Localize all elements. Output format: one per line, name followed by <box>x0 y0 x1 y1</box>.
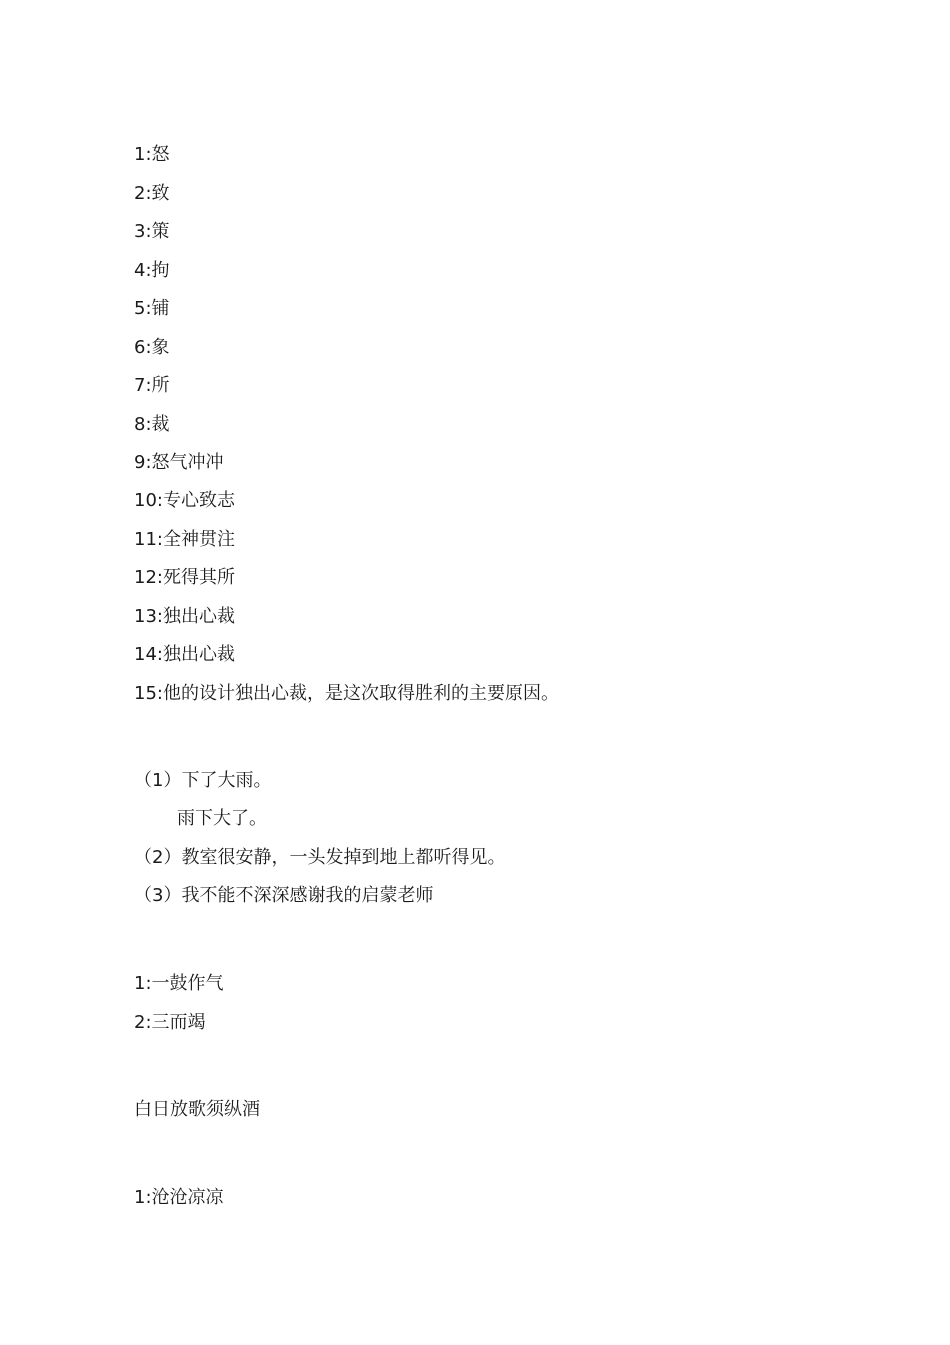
answer-5: 5:铺 <box>134 298 170 319</box>
sentence-1a: （1）下了大雨。 <box>134 770 272 791</box>
word-1: 1:沧沧凉凉 <box>134 1187 224 1208</box>
sentence-1b: 雨下大了。 <box>177 808 267 829</box>
answer-14: 14:独出心裁 <box>134 644 235 665</box>
answer-11: 11:全神贯注 <box>134 529 235 550</box>
answer-2: 2:致 <box>134 183 170 204</box>
answer-13: 13:独出心裁 <box>134 606 235 627</box>
answer-3: 3:策 <box>134 221 170 242</box>
answer-6: 6:象 <box>134 337 170 358</box>
poem-line: 白日放歌须纵酒 <box>134 1099 260 1120</box>
answer-1: 1:怒 <box>134 144 170 165</box>
idiom-2: 2:三而竭 <box>134 1012 206 1033</box>
answer-15: 15:他的设计独出心裁，是这次取得胜利的主要原因。 <box>134 683 559 704</box>
answer-7: 7:所 <box>134 375 170 396</box>
sentence-2: （2）教室很安静，一头发掉到地上都听得见。 <box>134 847 506 868</box>
answer-9: 9:怒气冲冲 <box>134 452 224 473</box>
answer-10: 10:专心致志 <box>134 490 235 511</box>
answer-12: 12:死得其所 <box>134 567 235 588</box>
answer-8: 8:裁 <box>134 414 170 435</box>
answer-4: 4:拘 <box>134 260 170 281</box>
idiom-1: 1:一鼓作气 <box>134 973 224 994</box>
sentence-3: （3）我不能不深深感谢我的启蒙老师 <box>134 885 434 906</box>
